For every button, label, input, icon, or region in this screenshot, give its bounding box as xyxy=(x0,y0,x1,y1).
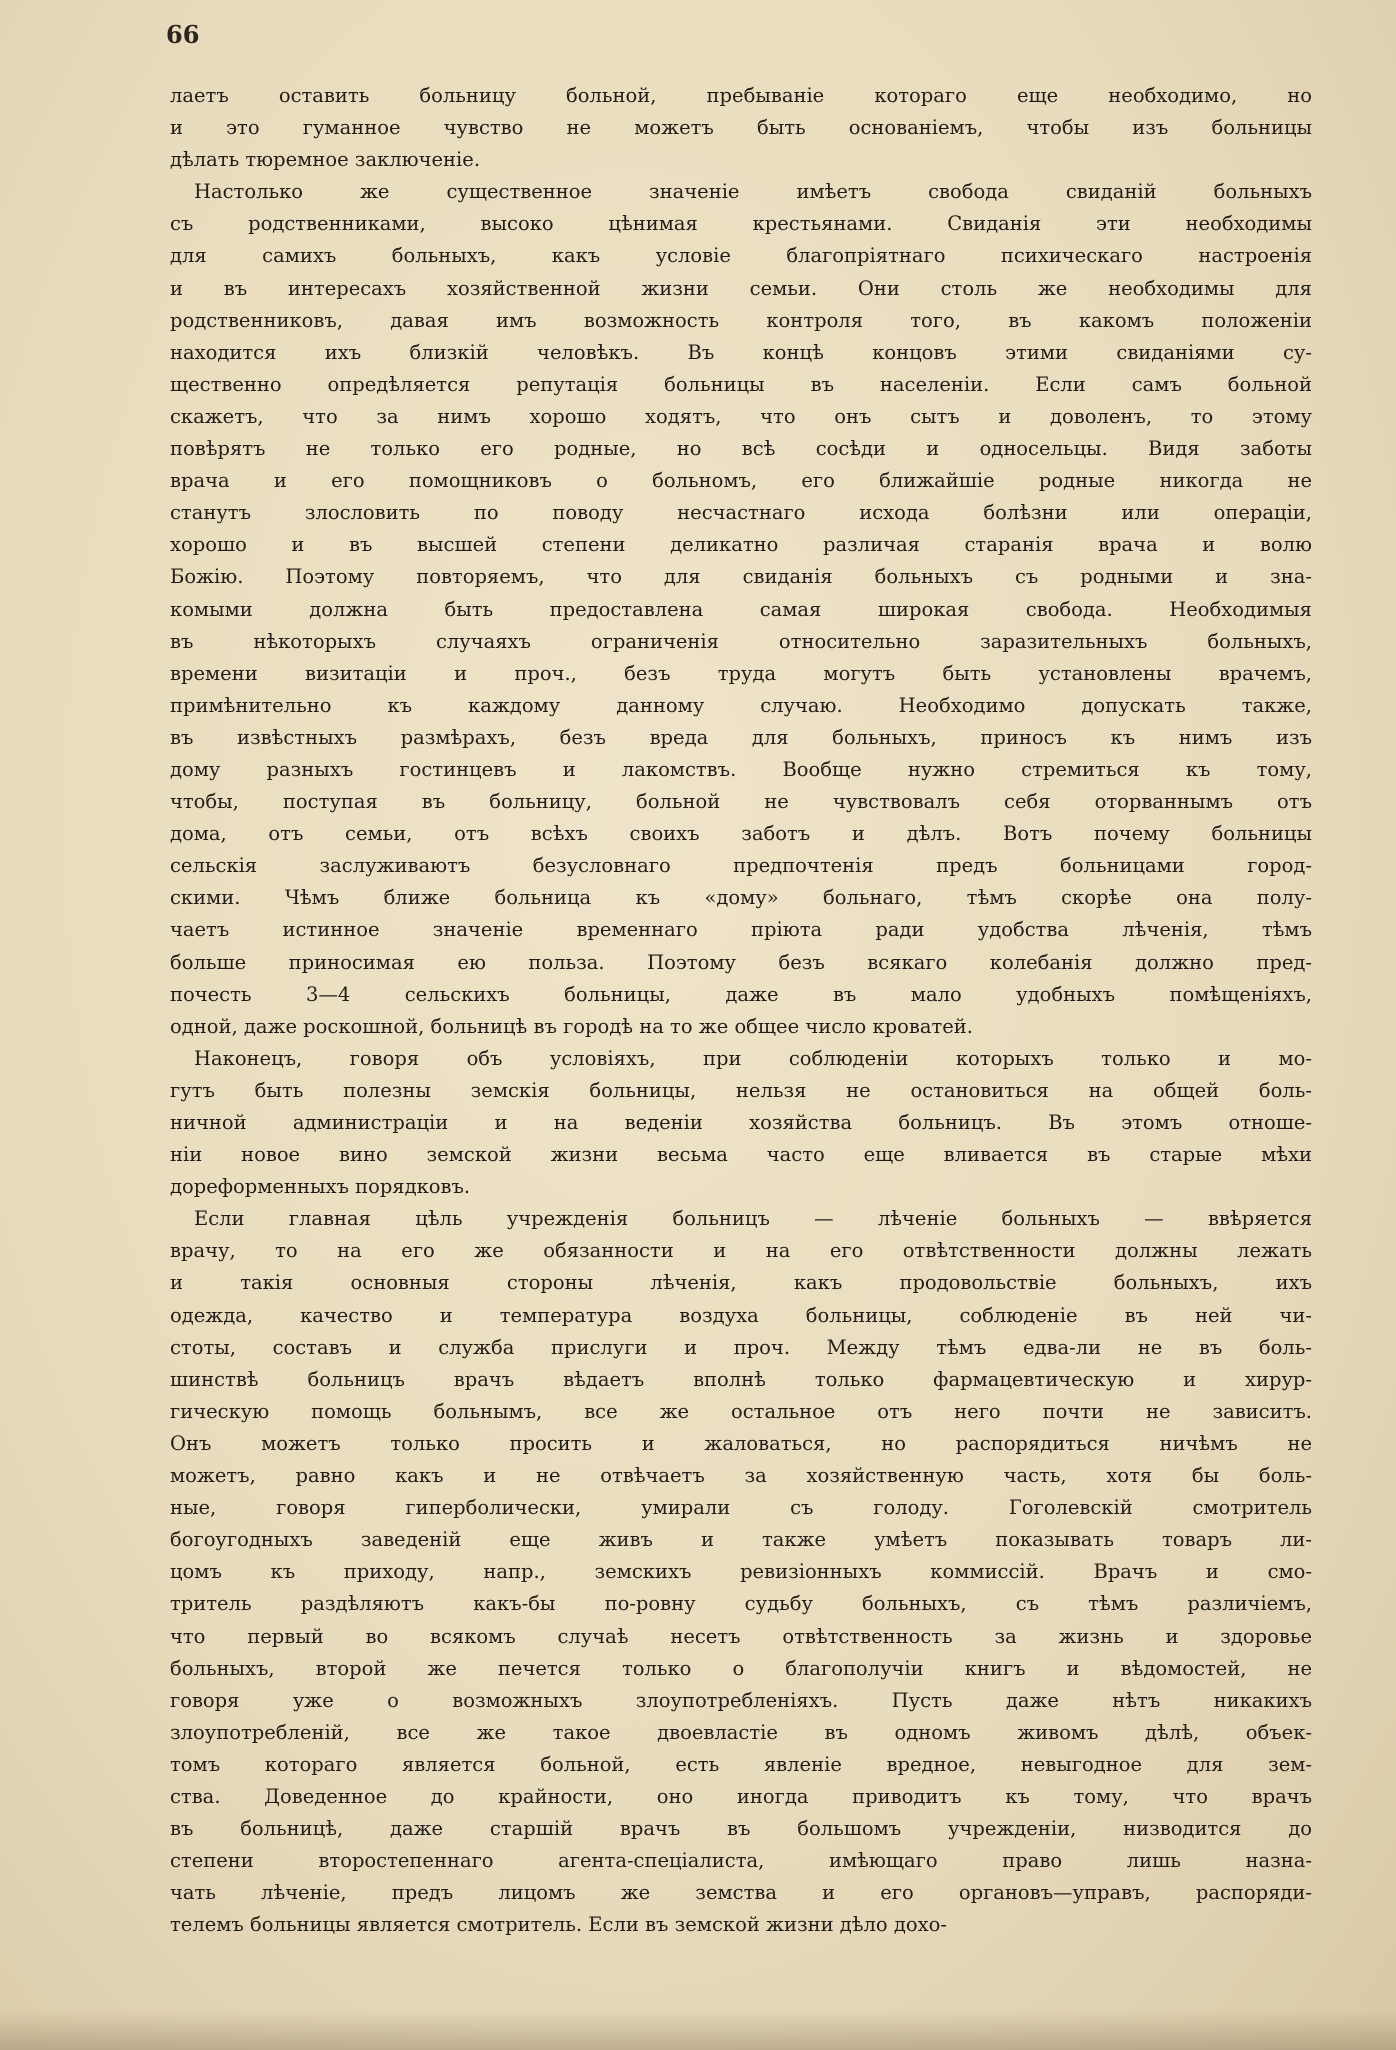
text-line: въ извѣстныхъ размѣрахъ, безъ вреда для больныхъ, приносъ къ нимъ изъ xyxy=(170,725,1312,749)
text-line: чать лѣченіе, предъ лицомъ же земства и его органовъ—управъ, распоряди- xyxy=(170,1881,1312,1905)
text-line: скажетъ, что за нимъ хорошо ходятъ, что онъ сытъ и доволенъ, то этому xyxy=(170,404,1312,428)
paragraph xyxy=(170,1203,1312,1941)
text-line: степени второстепеннаго агента-спеціалиста, имѣющаго право лишь назна- xyxy=(170,1849,1312,1873)
text-line: одной, даже роскошной, больницѣ въ городѣ на то же общее число кроватей. xyxy=(170,1014,974,1038)
text-line: и въ интересахъ хозяйственной жизни семьи. Они столь же необходимы для xyxy=(170,276,1312,300)
text-line: гическую помощь больнымъ, все же остальное отъ него почти не зависитъ. xyxy=(170,1399,1312,1423)
text-line: стоты, составъ и служба прислуги и проч. Между тѣмъ едва-ли не въ боль- xyxy=(170,1335,1312,1359)
text-line: дома, отъ семьи, отъ всѣхъ своихъ заботъ и дѣлъ. Вотъ почему больницы xyxy=(170,822,1312,846)
text-line: повѣрятъ не только его родные, но всѣ сосѣди и односельцы. Видя заботы xyxy=(170,437,1312,461)
text-line: врачу, то на его же обязанности и на его отвѣтственности должны лежать xyxy=(170,1239,1312,1263)
text-line: для самихъ больныхъ, какъ условіе благопріятнаго психическаго настроенія xyxy=(170,244,1312,268)
text-line: врача и его помощниковъ о больномъ, его ближайшіе родные никогда не xyxy=(170,469,1312,493)
text-line: въ больницѣ, даже старшій врачъ въ большомъ учрежденіи, низводится до xyxy=(170,1817,1312,1841)
text-line: примѣнительно къ каждому данному случаю. Необходимо допускать также, xyxy=(170,693,1312,717)
text-line: Наконецъ, говоря объ условіяхъ, при соблюденіи которыхъ только и мо- xyxy=(194,1046,1312,1070)
text-line: можетъ, равно какъ и не отвѣчаетъ за хозяйственную часть, хотя бы боль- xyxy=(170,1464,1312,1488)
paragraph xyxy=(170,176,1312,1043)
text-line: лаетъ оставить больницу больной, пребываніе котораго еще необходимо, но xyxy=(170,84,1312,107)
text-line: щественно опредѣляется репутація больницы въ населеніи. Если самъ больной xyxy=(170,372,1312,396)
text-line: дѣлать тюремное заключеніе. xyxy=(170,148,481,172)
paragraph xyxy=(170,80,1312,176)
page-edge-shadow xyxy=(0,2010,1396,2050)
text-line: сельскія заслуживаютъ безусловнаго предпочтенія предъ больницами город- xyxy=(170,854,1312,878)
text-line: шинствѣ больницъ врачъ вѣдаетъ вполнѣ только фармацевтическую и хирур- xyxy=(170,1367,1312,1391)
text-line: дому разныхъ гостинцевъ и лакомствъ. Вообще нужно стремиться къ тому, xyxy=(170,757,1312,781)
text-line: больше приносимая ею польза. Поэтому безъ всякаго колебанія должно пред- xyxy=(170,950,1312,974)
text-line: телемъ больницы является смотритель. Если въ земской жизни дѣло дохо- xyxy=(170,1913,947,1937)
text-line: ніи новое вино земской жизни весьма часто еще вливается въ старые мѣхи xyxy=(170,1143,1312,1167)
text-line: злоупотребленій, все же такое двоевластіе въ одномъ живомъ дѣлѣ, объек- xyxy=(170,1720,1312,1744)
text-line: времени визитаціи и проч., безъ труда могутъ быть установлены врачемъ, xyxy=(170,661,1312,685)
text-line: цомъ къ приходу, напр., земскихъ ревизіонныхъ коммиссій. Врачъ и смо- xyxy=(170,1560,1312,1584)
text-line: Если главная цѣль учрежденія больницъ — лѣченіе больныхъ — ввѣряется xyxy=(194,1207,1312,1231)
text-line: Настолько же существенное значеніе имѣетъ свобода свиданій больныхъ xyxy=(194,180,1312,204)
text-line: находится ихъ близкій человѣкъ. Въ концѣ концовъ этими свиданіями су- xyxy=(170,340,1312,364)
text-line: ства. Доведенное до крайности, оно иногда приводитъ къ тому, что врачъ xyxy=(170,1784,1312,1808)
text-line: Онъ можетъ только просить и жаловаться, но распорядиться ничѣмъ не xyxy=(170,1431,1312,1455)
text-line: чтобы, поступая въ больницу, больной не чувствовалъ себя оторваннымъ отъ xyxy=(170,790,1312,814)
text-line: ные, говоря гиперболически, умирали съ голоду. Гоголевскій смотритель xyxy=(170,1496,1312,1520)
text-line: комыми должна быть предоставлена самая широкая свобода. Необходимыя xyxy=(170,597,1312,621)
text-line: Божію. Поэтому повторяемъ, что для свиданія больныхъ съ родными и зна- xyxy=(170,565,1312,589)
text-line: станутъ злословить по поводу несчастнаго исхода болѣзни или операціи, xyxy=(170,501,1312,525)
text-line: ничной администраціи и на веденіи хозяйства больницъ. Въ этомъ отноше- xyxy=(170,1111,1312,1134)
text-line: съ родственниками, высоко цѣнимая крестьянами. Свиданія эти необходимы xyxy=(170,212,1312,236)
text-line: что первый во всякомъ случаѣ несетъ отвѣтственность за жизнь и здоровье xyxy=(170,1624,1312,1648)
page-number: 66 xyxy=(166,20,200,49)
text-line: и это гуманное чувство не можетъ быть основаніемъ, чтобы изъ больницы xyxy=(170,116,1312,140)
text-line: одежда, качество и температура воздуха больницы, соблюденіе въ ней чи- xyxy=(170,1303,1312,1327)
text-line: тритель раздѣляютъ какъ-бы по-ровну судьбу больныхъ, съ тѣмъ различіемъ, xyxy=(170,1592,1312,1616)
text-line: и такія основныя стороны лѣченія, какъ продовольствіе больныхъ, ихъ xyxy=(170,1271,1312,1295)
text-line: чаетъ истинное значеніе временнаго пріюта ради удобства лѣченія, тѣмъ xyxy=(170,918,1312,942)
text-line: говоря уже о возможныхъ злоупотребленіяхъ. Пусть даже нѣтъ никакихъ xyxy=(170,1688,1312,1712)
text-line: гутъ быть полезны земскія больницы, нельзя не остановиться на общей боль- xyxy=(170,1078,1312,1102)
text-line: хорошо и въ высшей степени деликатно различая старанія врача и волю xyxy=(170,533,1312,557)
text-line: томъ котораго является больной, есть явленіе вредное, невыгодное для зем- xyxy=(170,1752,1312,1776)
text-line: родственниковъ, давая имъ возможность контроля того, въ какомъ положеніи xyxy=(170,308,1312,332)
text-line: въ нѣкоторыхъ случаяхъ ограниченія относительно заразительныхъ больныхъ, xyxy=(170,629,1312,653)
text-line: дореформенныхъ порядковъ. xyxy=(170,1175,471,1199)
text-line: богоугодныхъ заведеній еще живъ и также умѣетъ показывать товаръ ли- xyxy=(170,1528,1312,1552)
text-line: почесть 3—4 сельскихъ больницы, даже въ мало удобныхъ помѣщеніяхъ, xyxy=(170,982,1312,1006)
text-line: больныхъ, второй же печется только о благополучіи книгъ и вѣдомостей, не xyxy=(170,1656,1312,1680)
paragraph xyxy=(170,1043,1312,1203)
document-body-text xyxy=(170,80,1312,1941)
text-line: скими. Чѣмъ ближе больница къ «дому» больнаго, тѣмъ скорѣе она полу- xyxy=(170,886,1312,910)
